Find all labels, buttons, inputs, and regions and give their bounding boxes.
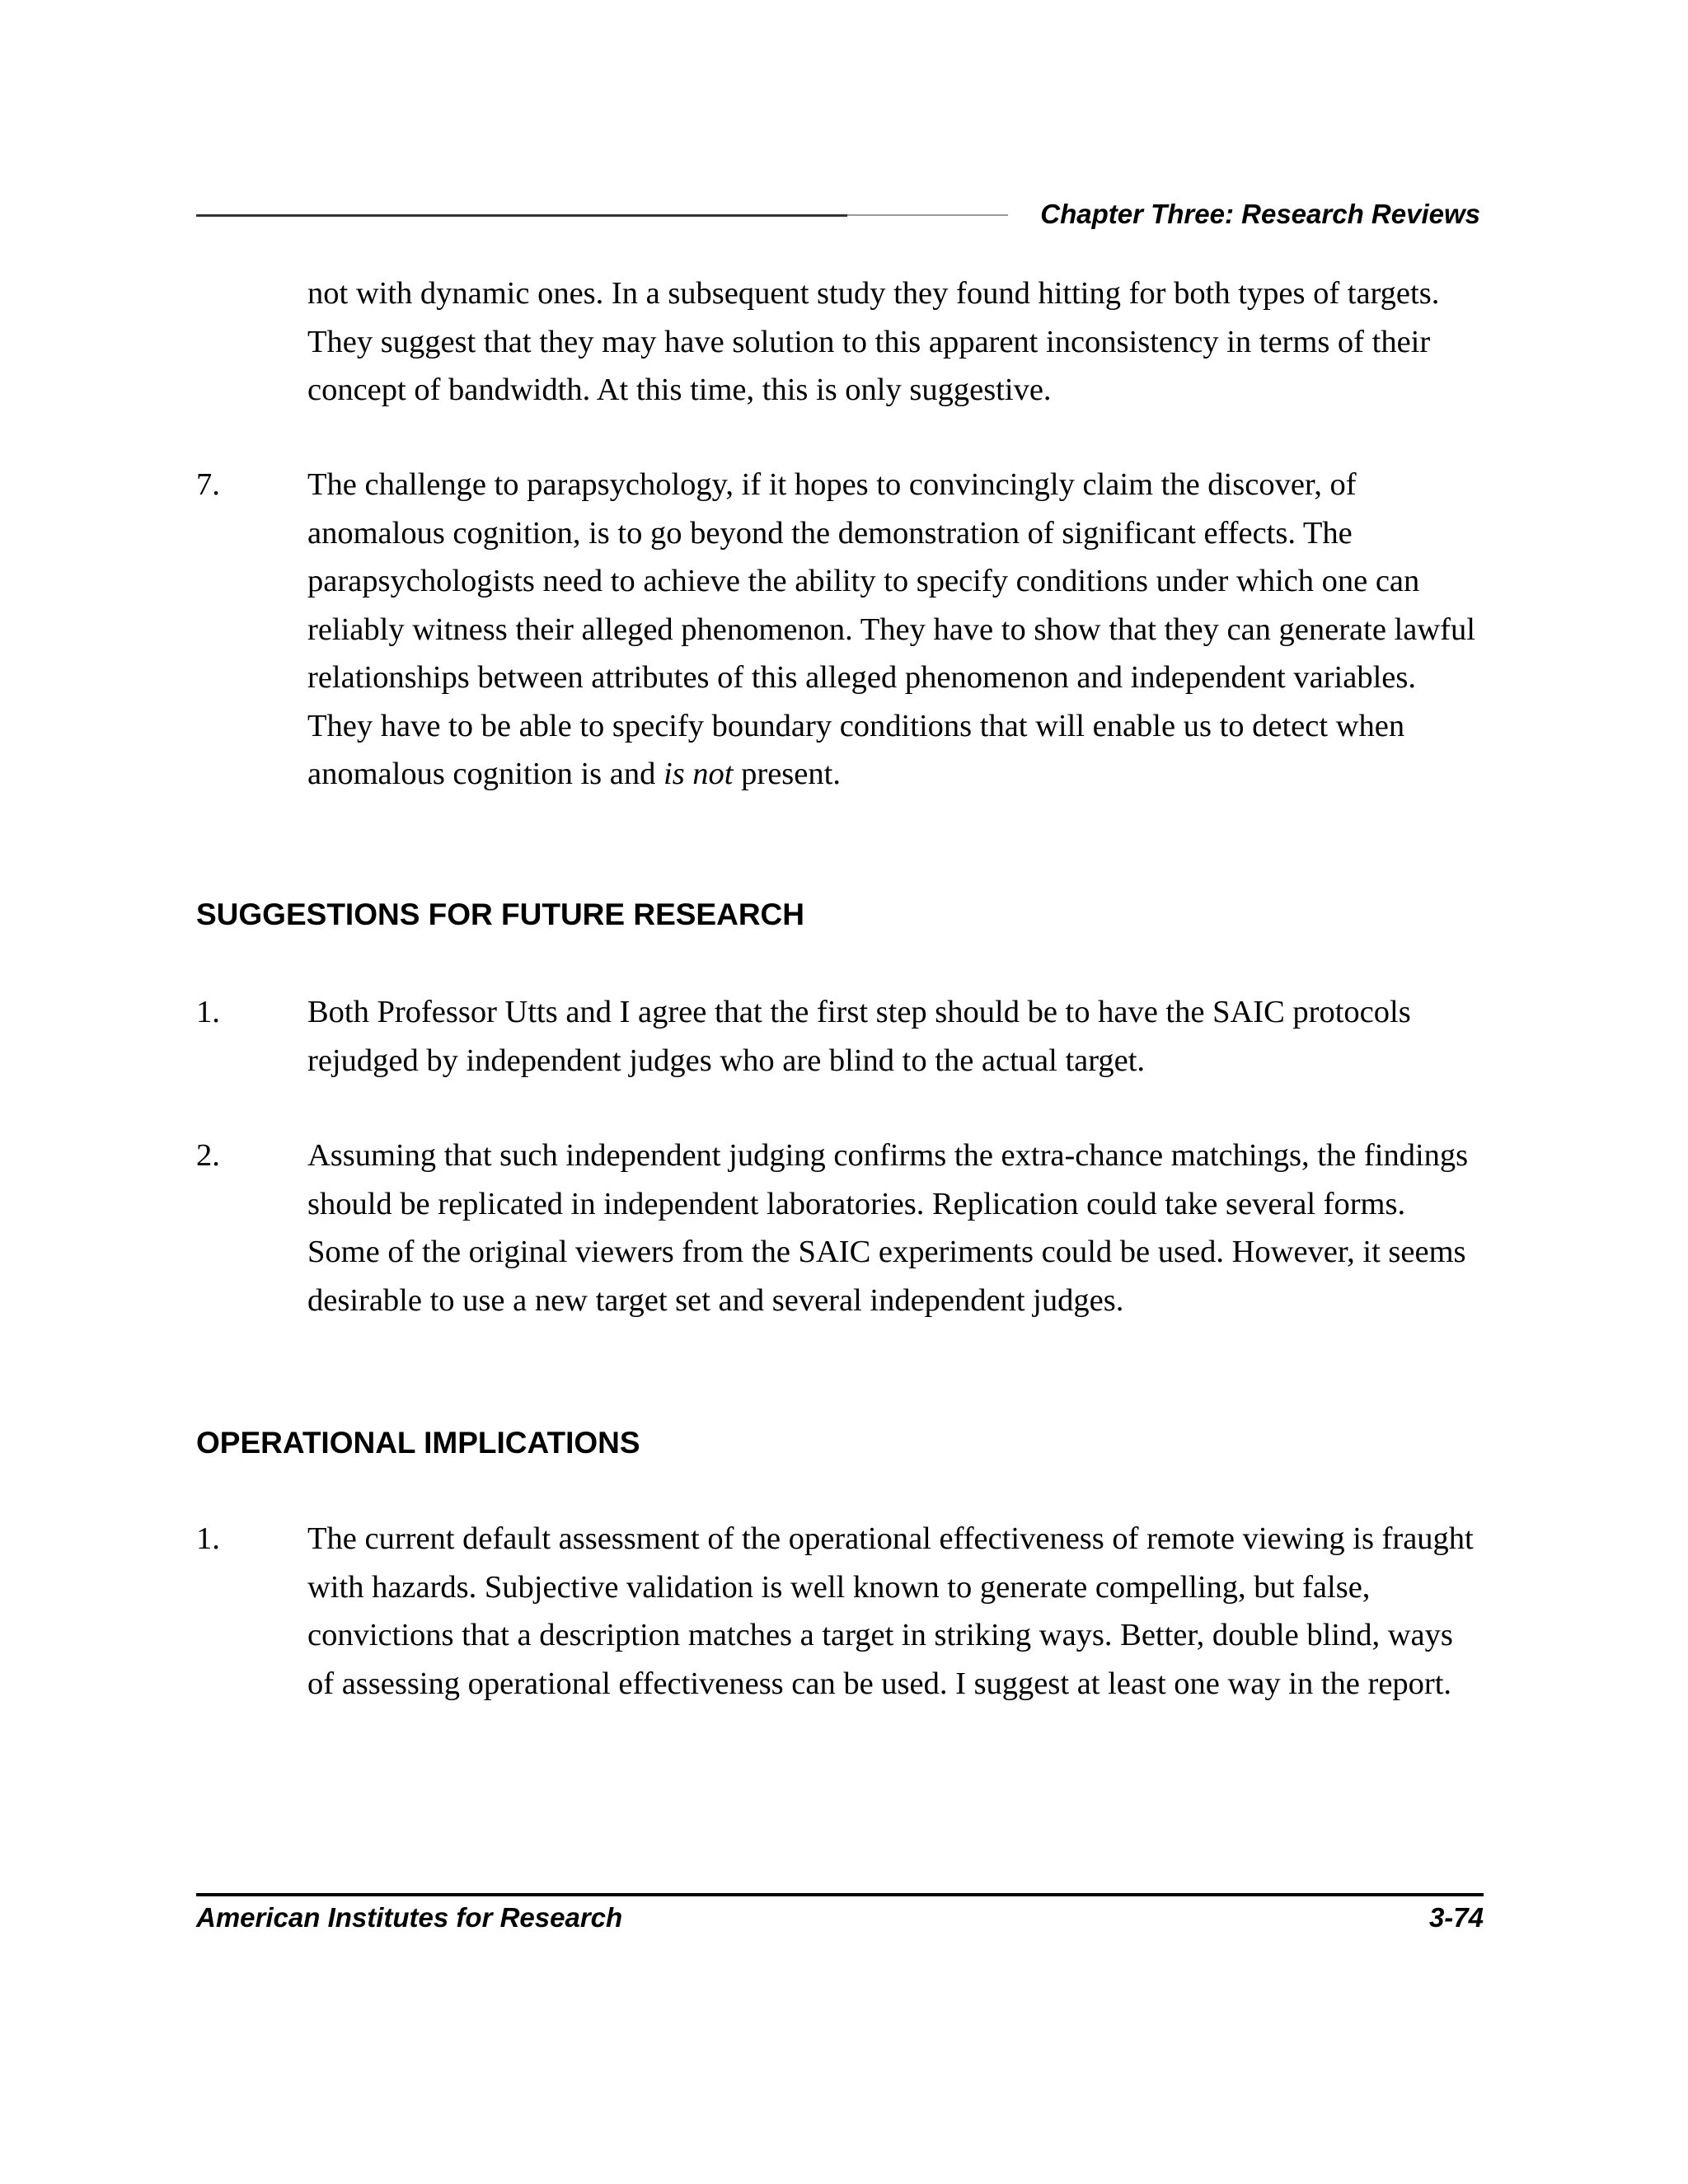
footer-page-number: 3-74 xyxy=(1428,1902,1484,1933)
item-7-italic-emphasis: is not xyxy=(663,757,734,791)
item-7-paragraph xyxy=(307,461,1478,799)
future-research-item-1-number: 1. xyxy=(196,995,220,1029)
header-rule-dark xyxy=(196,214,847,217)
item-7-text-start: The challenge to parapsychology, if it hopes to convincingly claim the discover, of anomalous cognition, is to go beyond the demonstration of significant effects. The parapsychologists need to achieve the ability to specify conditions under which one can reliably witness their alleged phenomenon. They have to show that they can generate lawful relationships between attributes of this alleged phenomenon and independent variables. They have to be able to specify boundary conditions that will enable us to detect when anomalous cognition is and xyxy=(307,467,1475,791)
operational-item-1-text: The current default assessment of the operational effectiveness of remote viewing is fraught with hazards. Subjective validation is well known to generate compelling, but false, convictions that a description matches a target in striking ways. Better, double blind, ways of assessing operational effectiveness can be used. I suggest at least one way in the report. xyxy=(307,1521,1474,1701)
future-research-item-2-text: Assuming that such independent judging confirms the extra-chance matchings, the findings should be replicated in independent laboratories. Replication could take several forms. Some of the original viewers from the SAIC experiments could be used. However, it seems desirable to use a new target set and several independent judges. xyxy=(307,1138,1469,1318)
future-research-item-1-text: Both Professor Utts and I agree that the first step should be to have the SAIC protocols rejudged by independent judges who are blind to the actual target. xyxy=(307,995,1411,1078)
future-research-item-2-number: 2. xyxy=(196,1138,220,1173)
future-research-heading: SUGGESTIONS FOR FUTURE RESEARCH xyxy=(196,898,804,931)
item-7-text-end: present. xyxy=(733,757,841,791)
operational-item-1-number: 1. xyxy=(196,1521,220,1556)
continuation-paragraph: not with dynamic ones. In a subsequent study they found hitting for both types of targets. They suggest that they may have solution to this apparent inconsistency in terms of their concept of bandwidth. At this time, this is only suggestive. xyxy=(307,276,1440,407)
item-7-number: 7. xyxy=(196,467,220,502)
footer-rule xyxy=(196,1893,1484,1896)
header-rule-light xyxy=(847,214,1008,216)
running-header-title: Chapter Three: Research Reviews xyxy=(1040,199,1480,229)
header-rule xyxy=(196,214,1008,217)
operational-implications-heading: OPERATIONAL IMPLICATIONS xyxy=(196,1426,640,1460)
footer-organization: American Institutes for Research xyxy=(196,1902,623,1933)
